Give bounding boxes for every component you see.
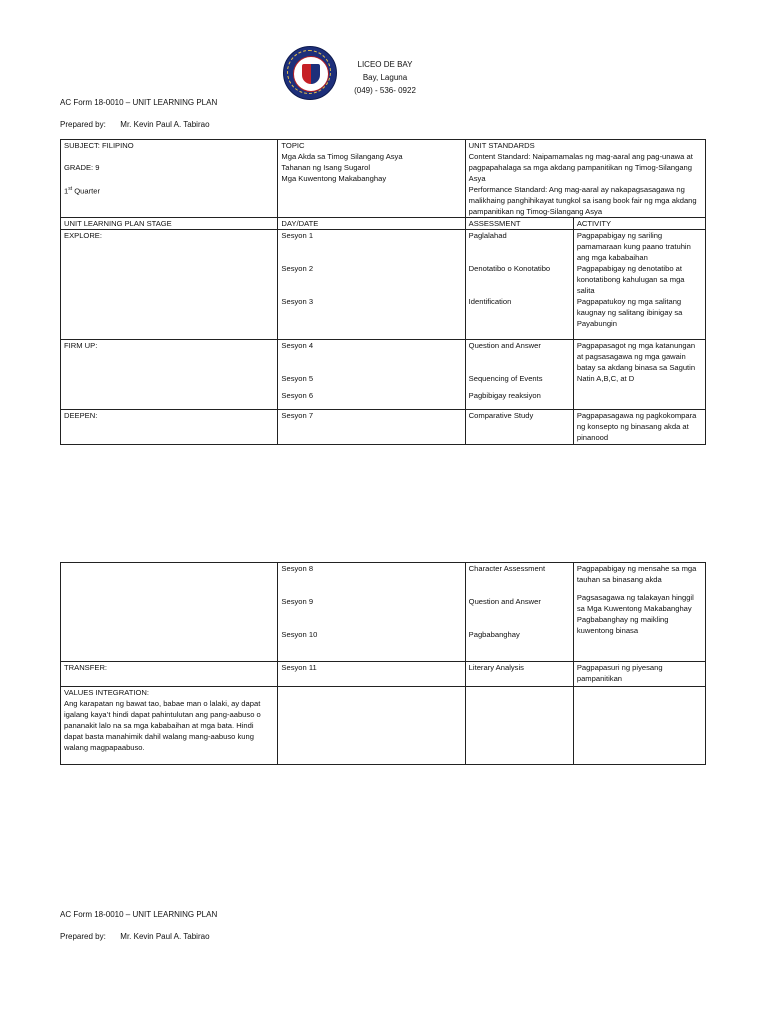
footer-prepared-by: [60, 931, 210, 942]
col-activity: ACTIVITY: [573, 218, 705, 230]
values-text: Ang karapatan ng bawat tao, babae man o lalaki, ay dapat igalang kaya’t hindi dapat pahintulutan ang pang-aabuso o pananakit lalo na sa mga kababaihan at mga bata. Hindi dapat basta manahimik dahil walang mang-aabuso kung walang magpapaabuso.: [64, 699, 261, 752]
day-cell: Sesyon 4 Sesyon 5 Sesyon 6: [278, 340, 465, 410]
prepared-by: [60, 119, 210, 130]
table-row: [61, 662, 706, 687]
assessment-cell: Literary Analysis: [465, 662, 573, 687]
activity-cell: Pagpapabigay ng mensahe sa mga tauhan sa binasang akda Pagsasagawa ng talakayan hinggil sa Mga Kuwentong Makabanghay Pagbabanghay ng maikling kuwentong binasa: [573, 563, 705, 662]
subject: SUBJECT: FILIPINO: [64, 141, 134, 150]
school-seal-logo: [283, 46, 337, 100]
topic-item: Tahanan ng Isang Sugarol: [281, 163, 371, 172]
empty-cell: [278, 687, 465, 765]
school-header: [340, 58, 430, 97]
footer-form-title: AC Form 18-0010 – UNIT LEARNING PLAN: [60, 910, 218, 919]
col-stage: UNIT LEARNING PLAN STAGE: [61, 218, 278, 230]
school-name: LICEO DE BAY: [357, 60, 413, 69]
activity-cell: Pagpapasagawa ng pagkokompara ng konsepto ng binasang akda at pinanood: [573, 410, 705, 445]
stage-firm-up: FIRM UP:: [61, 340, 278, 410]
table-row: [61, 563, 706, 662]
stage-explore: EXPLORE:: [61, 230, 278, 340]
unit-learning-plan-table-2: [60, 562, 706, 765]
empty-cell: [465, 687, 573, 765]
topic-item: Mga Kuwentong Makabanghay: [281, 174, 387, 183]
assessment-cell: Character Assessment Question and Answer Pagbabanghay: [465, 563, 573, 662]
table-row: [61, 410, 706, 445]
standards-heading: UNIT STANDARDS: [468, 141, 535, 150]
stage-deepen: DEEPEN:: [61, 410, 278, 445]
topic-heading: TOPIC: [281, 141, 305, 150]
day-cell: Sesyon 1 Sesyon 2 Sesyon 3: [278, 230, 465, 340]
table-row: [61, 687, 706, 765]
day-cell: Sesyon 8 Sesyon 9 Sesyon 10: [278, 563, 465, 662]
table-row: [61, 340, 706, 410]
topic-item: Mga Akda sa Timog Silangang Asya: [281, 152, 403, 161]
school-phone: (049) - 536- 0922: [354, 86, 416, 95]
activity-cell: Pagpapasuri ng piyesang pampanitikan: [573, 662, 705, 687]
assessment-cell: Comparative Study: [465, 410, 573, 445]
seal-shield-icon: [302, 64, 320, 84]
stage-transfer: TRANSFER:: [61, 662, 278, 687]
day-cell: Sesyon 11: [278, 662, 465, 687]
table-row: [61, 230, 706, 340]
activity-cell: Pagpapasagot ng mga katanungan at pagsasagawa ng mga gawain batay sa akdang binasa sa Sagutin Natin A,B,C, at D: [573, 340, 705, 410]
prepared-by-label: Prepared by:: [60, 932, 106, 941]
empty-cell: [573, 687, 705, 765]
col-assessment: ASSESSMENT: [465, 218, 573, 230]
stage-cell: [61, 563, 278, 662]
prepared-by-name: Mr. Kevin Paul A. Tabirao: [120, 932, 210, 941]
grade: GRADE: 9: [64, 163, 100, 172]
col-day: DAY/DATE: [278, 218, 465, 230]
values-integration-cell: [61, 687, 278, 765]
assessment-cell: Paglalahad Denotatibo o Konotatibo Identification: [465, 230, 573, 340]
prepared-by-label: Prepared by:: [60, 120, 106, 129]
prepared-by-name: Mr. Kevin Paul A. Tabirao: [120, 120, 210, 129]
quarter: 1st Quarter: [64, 186, 100, 196]
form-title: AC Form 18-0010 – UNIT LEARNING PLAN: [60, 98, 218, 107]
assessment-cell: Question and Answer Sequencing of Events Pagbibigay reaksiyon: [465, 340, 573, 410]
content-standard: Content Standard: Naipamamalas ng mag-aaral ang pag-unawa at pagpapahalaga sa mga akdang pampanitikan ng Timog-Silangang Asya: [468, 152, 693, 183]
unit-learning-plan-table-1: [60, 139, 706, 445]
subject-cell: [61, 140, 278, 218]
topic-cell: [278, 140, 465, 218]
activity-cell: Pagpapabigay ng sariling pamamaraan kung paano tratuhin ang mga kababaihan Pagpapabigay ng denotatibo at konotatibong kahulugan sa mga salita Pagpapatukoy ng mga salitang kaugnay ng salitang ibinigay sa Payabungin: [573, 230, 705, 340]
unit-standards-cell: [465, 140, 705, 218]
performance-standard: Performance Standard: Ang mag-aaral ay nakapagsasagawa ng malikhaing panghihikayat tungkol sa isang book fair ng mga akdang pampanitikan ng Timog-Silangang Asya: [468, 185, 697, 216]
day-cell: Sesyon 7: [278, 410, 465, 445]
values-heading: VALUES INTEGRATION:: [64, 688, 149, 697]
school-location: Bay, Laguna: [362, 73, 408, 82]
seal-center: [293, 56, 329, 92]
